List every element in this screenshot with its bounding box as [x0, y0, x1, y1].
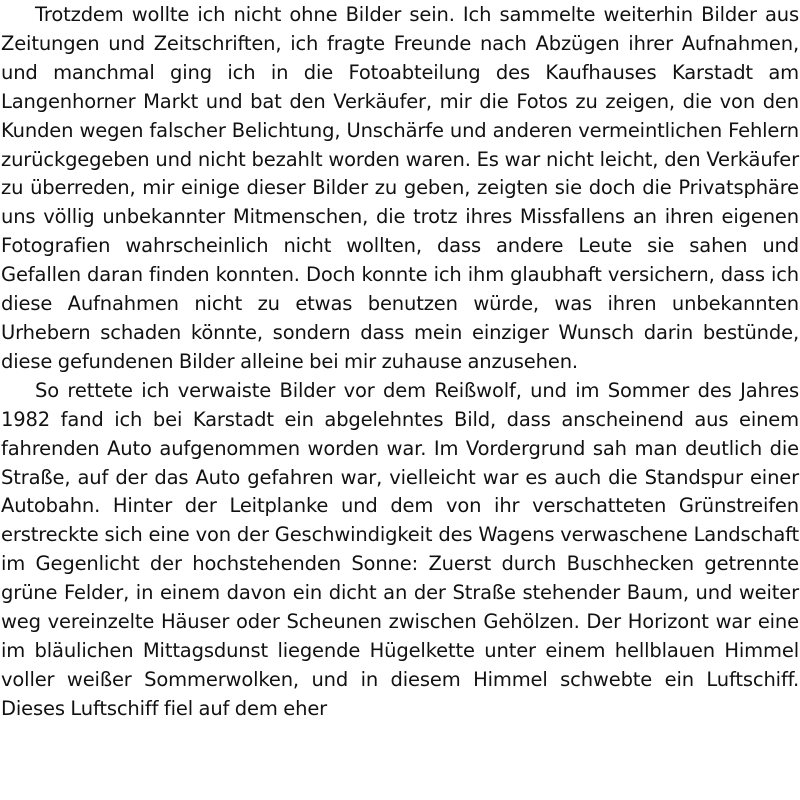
paragraph-1: Trotzdem wollte ich nicht ohne Bilder sein. Ich sammelte weiterhin Bilder aus Zeitungen und Zeitschriften, ich fragte Freunde nach Abzügen ihrer Aufnahmen, und manchmal ging ich in die Fotoabteilung des Kaufhauses Karstadt am Langenhorner Markt und bat den Verkäufer, mir die Fotos zu zeigen, die von den Kunden wegen falscher Belichtung, Unschärfe und anderen vermeintlichen Fehlern zurückgegeben und nicht bezahlt worden waren. Es war nicht leicht, den Verkäufer zu überreden, mir einige dieser Bilder zu geben, zeigten sie doch die Privatsphäre uns völlig unbekannter Mitmenschen, die trotz ihres Missfallens an ihren eigenen Fotografien wahrscheinlich nicht wollten, dass andere Leute sie sahen und Gefallen daran finden konnten. Doch konnte ich ihm glaubhaft versichern, dass ich diese Aufnahmen nicht zu etwas benutzen würde, was ihren unbekannten Urhebern schaden könnte, sondern dass mein einziger Wunsch darin bestünde, diese gefundenen Bilder alleine bei mir zuhause anzusehen. — [1, 3, 799, 373]
document-body — [1, 0, 799, 724]
paragraph-2: So rettete ich verwaiste Bilder vor dem Reißwolf, und im Sommer des Jahres 1982 fand ich bei Karstadt ein abgelehntes Bild, dass anscheinend aus einem fahrenden Auto aufgenommen worden war. Im Vordergrund sah man deutlich die Straße, auf der das Auto gefahren war, vielleicht war es auch die Standspur einer Autobahn. Hinter der Leitplanke und dem von ihr verschatteten Grünstreifen erstreckte sich eine von der Geschwindigkeit des Wagens verwaschene Landschaft im Gegenlicht der hochstehenden Sonne: Zuerst durch Buschhecken getrennte grüne Felder, in einem davon ein dicht an der Straße stehender Baum, und weiter weg vereinzelte Häuser oder Scheunen zwischen Gehölzen. Der Horizont war eine im bläulichen Mittagsdunst liegende Hügelkette unter einem hellblauen Himmel voller weißer Sommerwolken, und in diesem Himmel schwebte ein Luftschiff. Dieses Luftschiff fiel auf dem eher — [1, 378, 799, 720]
